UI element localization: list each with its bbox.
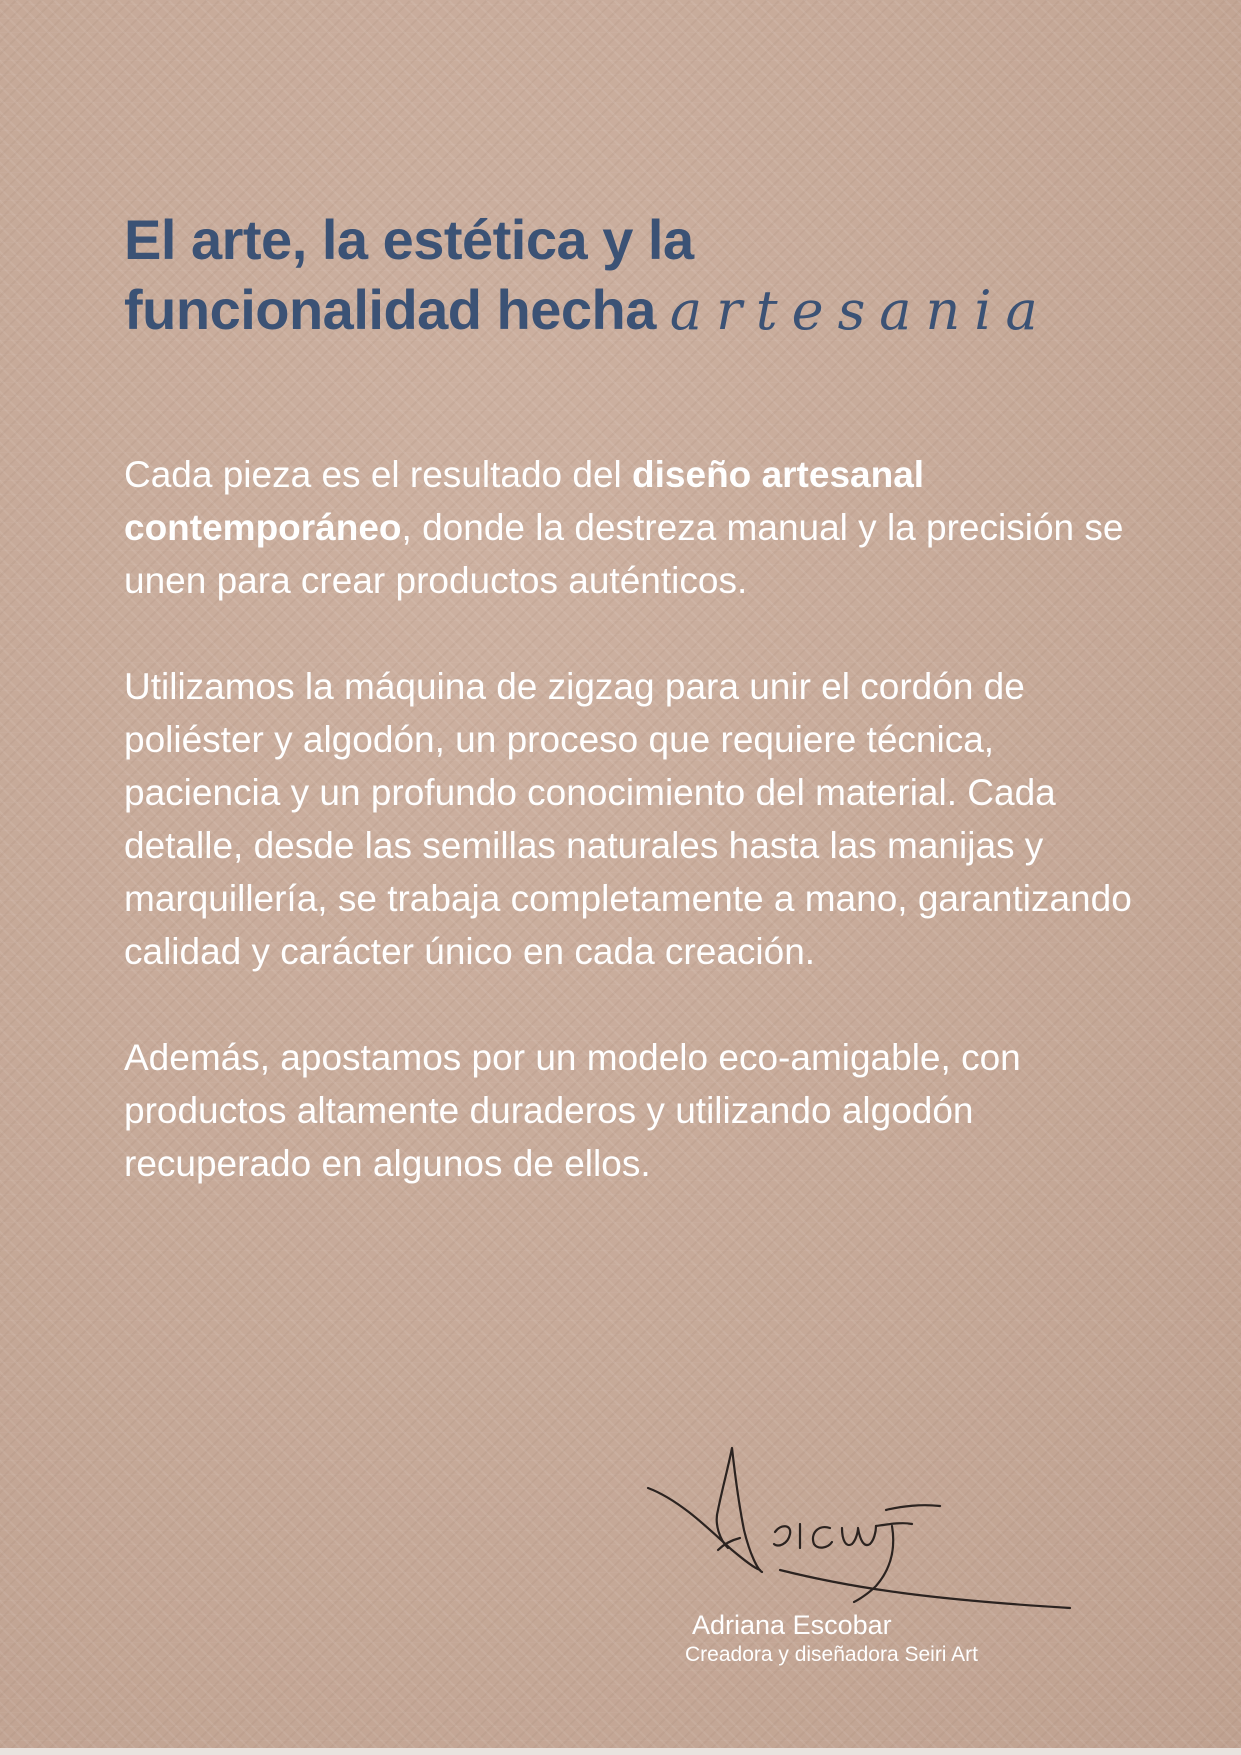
bottom-edge-strip	[0, 1748, 1241, 1755]
paragraph-1-intro: Cada pieza es el resultado del	[124, 454, 633, 495]
paragraph-3: Además, apostamos por un modelo eco-amigable, con productos altamente duraderos y utilizando algodón recuperado en algunos de ellos.	[124, 1037, 1021, 1184]
paragraph-2: Utilizamos la máquina de zigzag para unir el cordón de poliéster y algodón, un proceso que requiere técnica, paciencia y un profundo conocimiento del material. Cada detalle, desde las semillas naturales hasta las manijas y marquillería, se trabaja completamente a mano, garantizando calidad y carácter único en cada creación.	[124, 666, 1132, 972]
body-text	[124, 448, 1134, 1243]
handwritten-signature	[640, 1440, 1080, 1620]
heading-script-word: artesania	[669, 279, 1052, 342]
paragraph-1-rest: , donde la destreza manual y la precisión se unen para crear productos auténticos.	[124, 507, 1124, 601]
paragraph-1-emphasis: diseño artesanal contemporáneo	[124, 454, 925, 548]
heading-line-2	[124, 275, 1204, 346]
heading-line-2-text: funcionalidad hecha	[124, 278, 656, 341]
heading-line-1: El arte, la estética y la	[124, 208, 694, 271]
signer-name: Adriana Escobar	[692, 1610, 892, 1640]
signer-title: Creadora y diseñadora Seiri Art	[685, 1643, 978, 1666]
paragraph-1	[124, 448, 1134, 607]
page-heading	[124, 205, 1204, 346]
